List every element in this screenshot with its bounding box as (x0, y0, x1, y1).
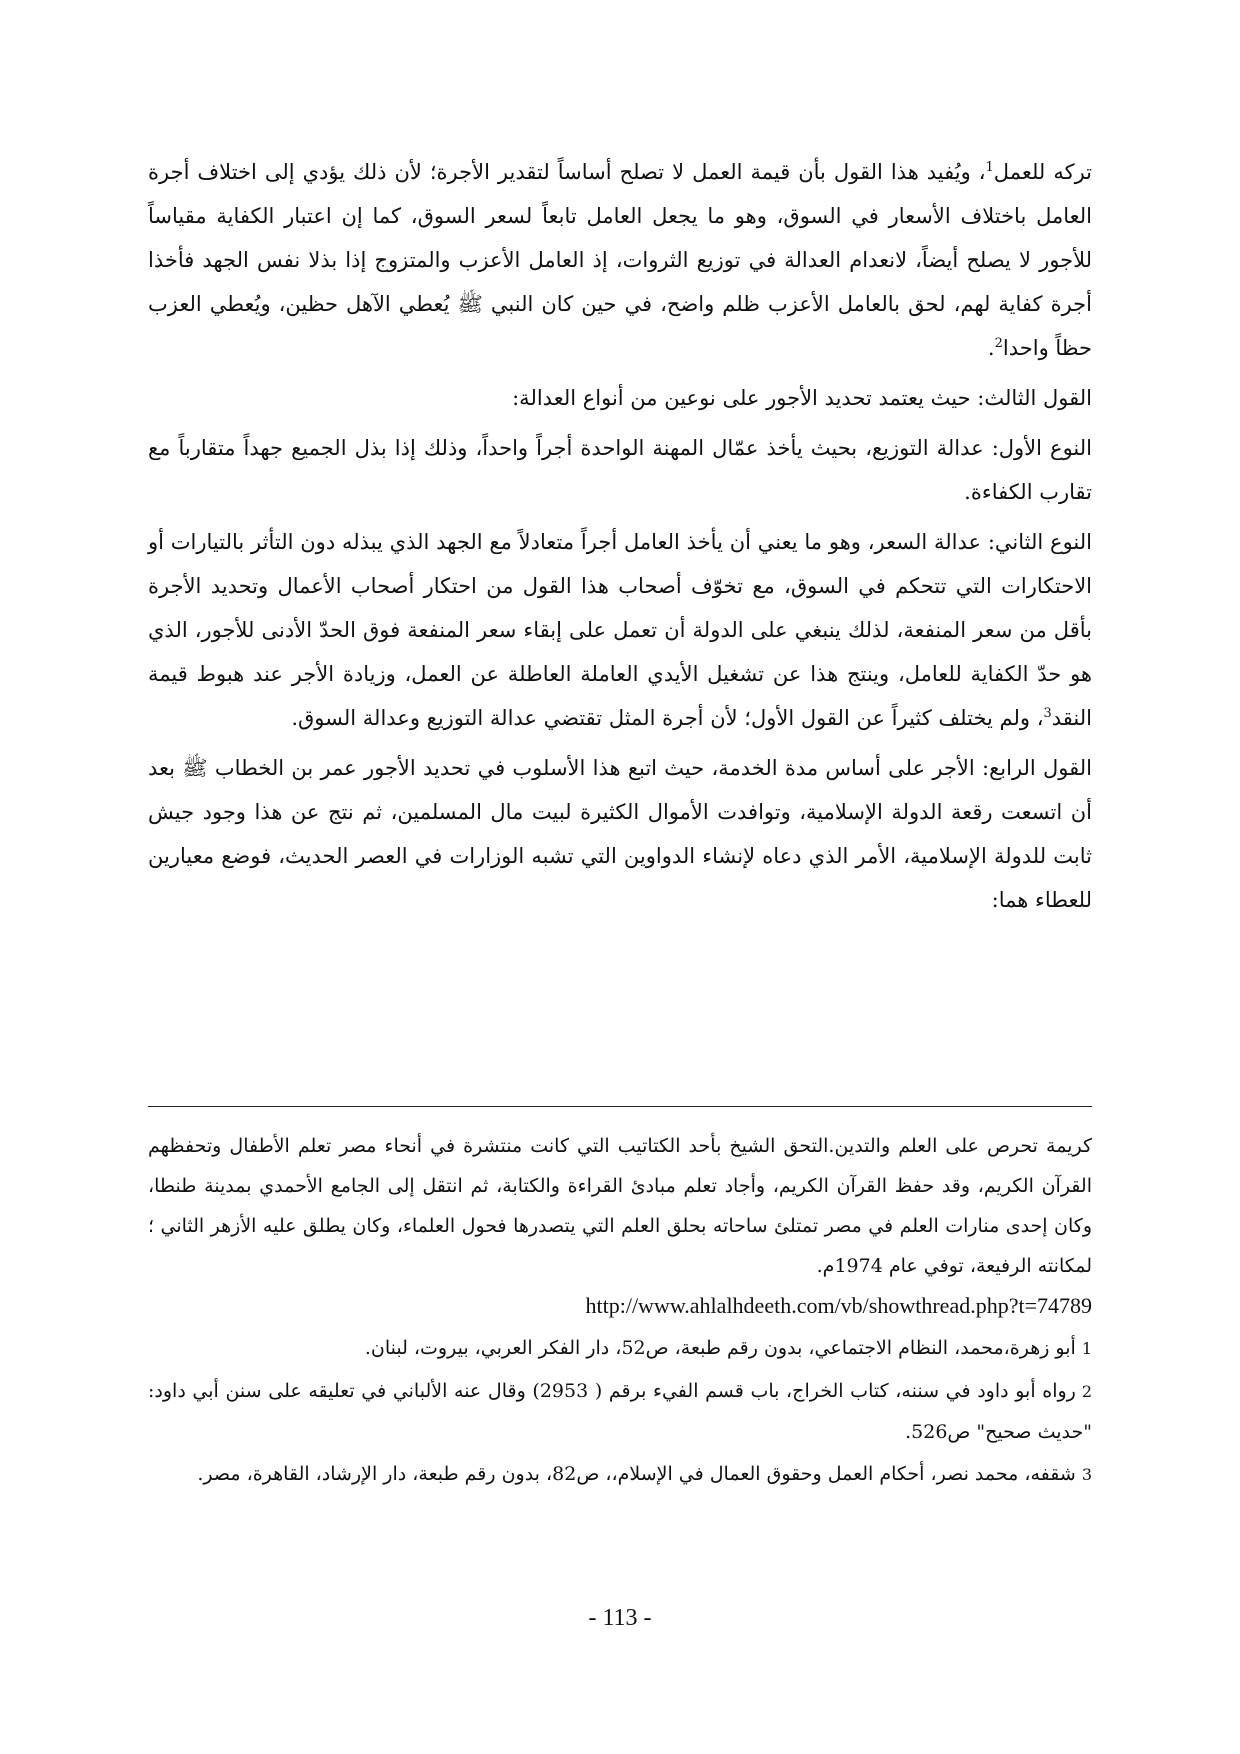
footnote-ref-2[interactable]: 2 (994, 336, 1003, 351)
paragraph-1 (148, 150, 1092, 370)
footnote-1-text: أبو زهرة،محمد، النظام الاجتماعي، بدون رقم طبعة، ص52، دار الفكر العربي، بيروت، لبنان. (364, 1337, 1076, 1359)
footnote-2-number: 2 (1081, 1382, 1093, 1401)
footnote-1-number: 1 (1081, 1339, 1092, 1358)
footnote-2 (148, 1371, 1092, 1452)
footnotes (148, 1126, 1092, 1495)
footnote-ref-1[interactable]: 1 (985, 160, 994, 175)
paragraph-1-part-b: ، ويُفيد هذا القول بأن قيمة العمل لا تصلح أساساً لتقدير الأجرة؛ لأن ذلك يؤدي إلى اختلاف أجرة العامل باختلاف الأسعار في السوق، وهو ما يجعل العامل تابعاً لسعر السوق، كما إن اعتبار الكفاية مقياساً للأجور لا يصلح أيضاً، لانعدام العدالة في توزيع الثروات، إذ العامل الأعزب والمتزوج إذا بذلا نفس الجهد فأخذا أجرة كفاية لهم، لحق بالعامل الأعزب ظلم واضح، في حين كان النبي ﷺ يُعطي الآهل حظين، ويُعطي العزب حظاً واحدا (148, 160, 1092, 360)
paragraph-2: القول الثالث: حيث يعتمد تحديد الأجور على نوعين من أنواع العدالة: (512, 386, 1092, 410)
footnote-2-text: رواه أبو داود في سننه، كتاب الخراج، باب قسم الفيء برقم ( 2953) وقال عنه الألباني في تعليقه على سنن أبي داود: "حديث صحيح" ص526. (148, 1380, 1092, 1443)
paragraph-3: النوع الأول: عدالة التوزيع، بحيث يأخذ عمّال المهنة الواحدة أجراً واحداً، وذلك إذا بذل الجميع جهداً متقارباً مع تقارب الكفاءة. (148, 436, 1092, 504)
footnote-separator (148, 1106, 1092, 1107)
footnote-1 (148, 1328, 1092, 1369)
footnote-3-number: 3 (1081, 1465, 1092, 1484)
paragraph-4-part-a: النوع الثاني: عدالة السعر، وهو ما يعني أن يأخذ العامل أجراً متعادلاً مع الجهد الذي يبذله دون التأثر بالتيارات أو الاحتكارات التي تتحكم في السوق، مع تخوّف أصحاب هذا القول من احتكار أصحاب الأعمال وتحديد الأجرة بأقل من سعر المنفعة، لذلك ينبغي على الدولة أن تعمل على إبقاء سعر المنفعة فوق الحدّ الأدنى للأجور، الذي هو حدّ الكفاية للعامل، وينتج هذا عن تشغيل الأيدي العاملة العاطلة عن العمل، وزيادة الأجر عند هبوط قيمة النقد (148, 530, 1092, 730)
paragraph-4-part-b: ، ولم يختلف كثيراً عن القول الأول؛ لأن أجرة المثل تقتضي عدالة التوزيع وعدالة السوق. (291, 706, 1044, 730)
footnote-continuation: كريمة تحرص على العلم والتدين.التحق الشيخ بأحد الكتاتيب التي كانت منتشرة في أنحاء مصر تعلم الأطفال وتحفظهم القرآن الكريم، وقد حفظ القرآن الكريم، وأجاد تعلم مبادئ القراءة والكتابة، ثم انتقل إلى الجامع الأحمدي بمدينة طنطا، وكان إحدى منارات العلم في مصر تمتلئ ساحاته بحلق العلم التي يتصدرها فحول العلماء، وكان يطلق عليه الأزهر الثاني ؛ لمكانته الرفيعة، توفي عام 1974م. (148, 1135, 1092, 1277)
paragraph-1-part-c: . (987, 336, 995, 360)
paragraph-5: القول الرابع: الأجر على أساس مدة الخدمة، حيث اتبع هذا الأسلوب في تحديد الأجور عمر بن الخطاب ﷺ بعد أن اتسعت رقعة الدولة الإسلامية، وتوافدت الأموال الكثيرة لبيت مال المسلمين، ثم نتج عن هذا وجود جيش ثابت للدولة الإسلامية، الأمر الذي دعاه لإنشاء الدواوين التي تشبه الوزارات في العصر الحديث، فوضع معيارين للعطاء هما: (148, 756, 1092, 912)
paragraph-4 (148, 520, 1092, 740)
footnote-3 (148, 1454, 1092, 1495)
footnote-3-text: شقفه، محمد نصر، أحكام العمل وحقوق العمال في الإسلام،، ص82، بدون رقم طبعة، دار الإرشاد، القاهرة، مصر. (197, 1463, 1076, 1485)
footnote-url[interactable]: http://www.ahlalhdeeth.com/vb/showthread.php?t=74789 (585, 1293, 1092, 1318)
footnote-ref-3[interactable]: 3 (1043, 706, 1052, 721)
main-text (148, 150, 1092, 928)
paragraph-1-part-a: تركه للعمل (993, 160, 1093, 184)
page-number: - 113 - (588, 1605, 652, 1631)
